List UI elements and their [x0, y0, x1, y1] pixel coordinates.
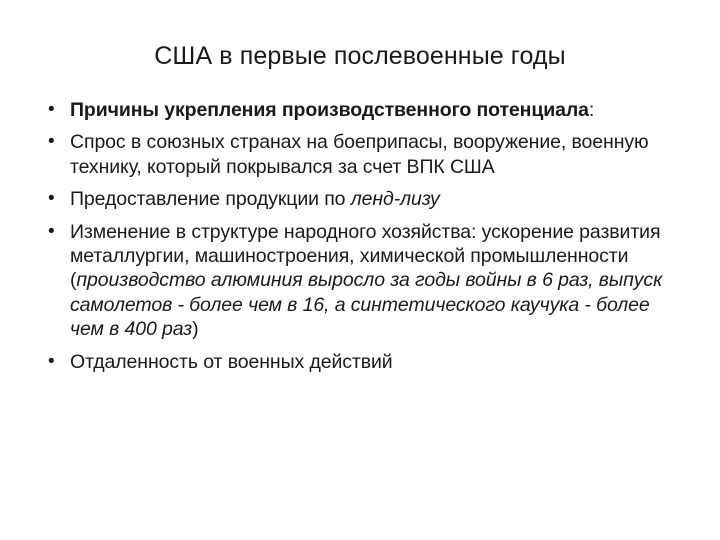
bullet-item-remoteness	[48, 350, 688, 374]
bullet-item-reasons	[48, 98, 688, 122]
bullet-prefix-text: Предоставление продукции по	[70, 188, 351, 211]
bullet-prefix-text: Изменение в структуре народного хозяйства: ускорение развития металлургии, машиностроения, химической промышленности (	[70, 220, 661, 292]
bullet-text: Спрос в союзных странах на боеприпасы, вооружение, военную технику, который покрывался за счет ВПК США	[70, 131, 649, 178]
slide-title: США в первые послевоенные годы	[154, 42, 566, 70]
bullet-item-economy-structure	[48, 220, 688, 342]
bullet-bold-text: Причины укрепления производственного потенциала	[70, 99, 589, 121]
bullet-suffix-text: )	[192, 318, 199, 341]
bullet-text: Отдаленность от военных действий	[70, 350, 393, 373]
bullet-list	[48, 98, 688, 382]
bullet-tail-text: :	[588, 99, 595, 121]
bullet-italic-text: производство алюминия выросло за годы войны в 6 раз, выпуск самолетов - более чем в 16, а синтетического каучука - более чем в 400 раз	[70, 269, 663, 341]
bullet-italic-text: ленд-лизу	[350, 188, 440, 211]
bullet-item-lend-lease	[48, 187, 688, 211]
bullet-item-demand	[48, 130, 688, 179]
